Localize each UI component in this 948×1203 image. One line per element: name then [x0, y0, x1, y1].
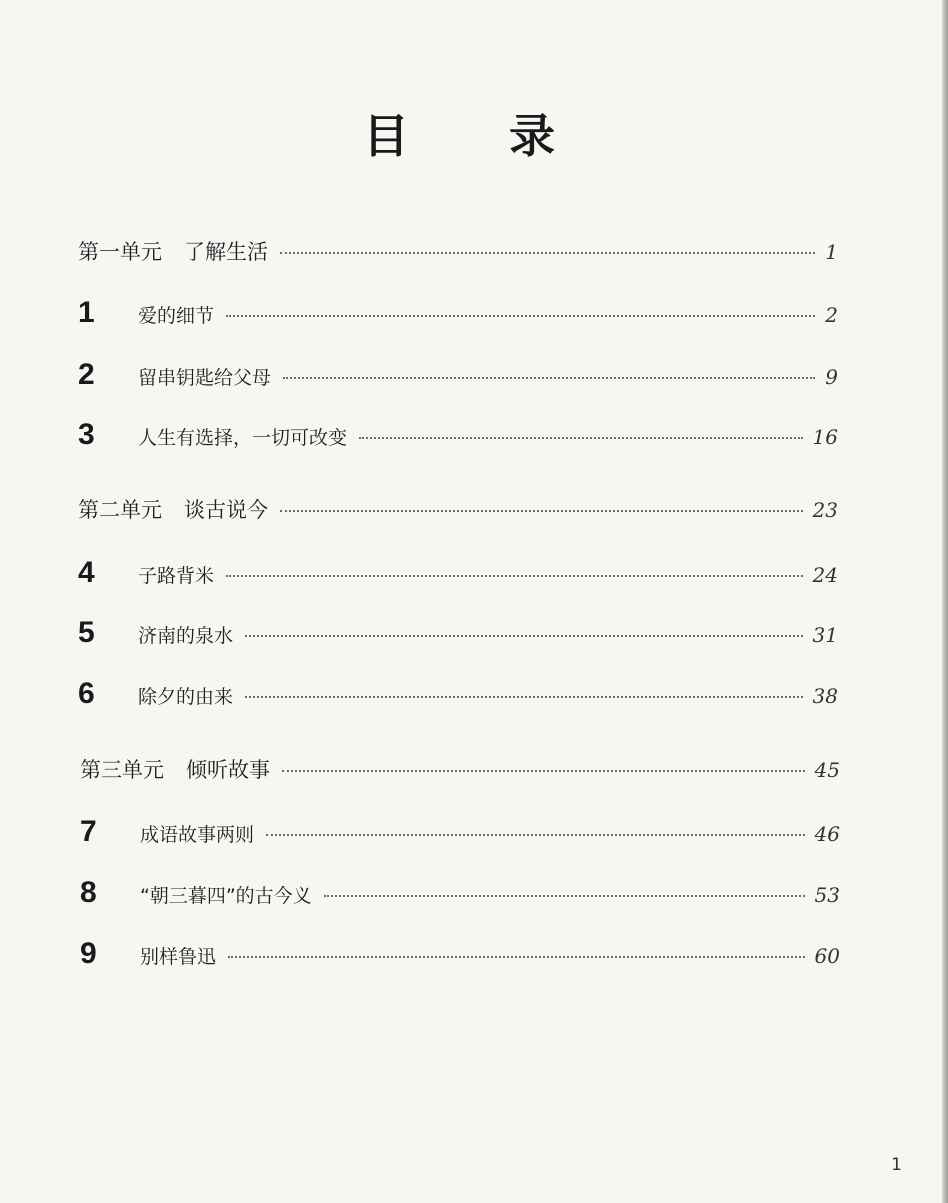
lesson-number: 9 — [80, 937, 97, 970]
page-number: 1 — [891, 1155, 902, 1175]
toc-lesson-9[interactable] — [80, 937, 840, 969]
toc-lesson-6[interactable] — [78, 677, 838, 709]
unit-label: 第二单元 — [78, 498, 162, 522]
toc-lesson-1[interactable] — [78, 296, 838, 328]
dot-leader — [266, 834, 805, 836]
unit-title: 谈古说今 — [184, 498, 268, 522]
lesson-number: 6 — [78, 677, 95, 710]
dot-leader — [280, 510, 803, 512]
unit-label: 第一单元 — [78, 240, 162, 264]
lesson-title: 别样鲁迅 — [140, 946, 217, 968]
page-ref: 1 — [825, 240, 838, 264]
lesson-number: 1 — [78, 296, 95, 329]
lesson-number: 5 — [78, 616, 95, 649]
toc-unit-3[interactable] — [80, 754, 840, 786]
dot-leader — [282, 770, 805, 772]
toc-lesson-8[interactable] — [80, 876, 840, 908]
lesson-number: 2 — [78, 358, 95, 391]
lesson-number: 7 — [80, 815, 97, 848]
lesson-title: 成语故事两则 — [140, 824, 255, 846]
page-ref: 23 — [812, 498, 838, 522]
lesson-title: 除夕的由来 — [138, 686, 234, 708]
lesson-title: “朝三暮四”的古今义 — [140, 885, 312, 907]
toc-unit-2[interactable] — [78, 494, 838, 526]
toc-lesson-4[interactable] — [78, 556, 838, 588]
page-ref: 9 — [825, 365, 838, 389]
page-ref: 60 — [814, 944, 840, 968]
toc-lesson-3[interactable] — [78, 418, 838, 450]
dot-leader — [226, 575, 803, 577]
dot-leader — [245, 635, 803, 637]
page-title: 目 录 — [362, 109, 597, 163]
dot-leader — [228, 956, 805, 958]
page-edge — [942, 0, 948, 1203]
unit-title: 了解生活 — [184, 240, 268, 264]
page-ref: 45 — [814, 758, 840, 782]
page-ref: 16 — [812, 425, 838, 449]
lesson-title: 子路背米 — [138, 565, 215, 587]
lesson-number: 3 — [78, 418, 95, 451]
toc-lesson-2[interactable] — [78, 358, 838, 390]
lesson-title: 人生有选择，一切可改变 — [138, 427, 348, 449]
dot-leader — [226, 315, 815, 317]
page-ref: 31 — [812, 623, 838, 647]
lesson-title: 留串钥匙给父母 — [138, 367, 272, 389]
lesson-title: 爱的细节 — [138, 305, 215, 327]
unit-label: 第三单元 — [80, 758, 164, 782]
dot-leader — [324, 895, 805, 897]
lesson-title: 济南的泉水 — [138, 625, 234, 647]
page-ref: 24 — [812, 563, 838, 587]
page-ref: 46 — [814, 822, 840, 846]
page-ref: 53 — [814, 883, 840, 907]
page-ref: 2 — [825, 303, 838, 327]
dot-leader — [283, 377, 815, 379]
dot-leader — [280, 252, 815, 254]
lesson-number: 4 — [78, 556, 95, 589]
toc-lesson-5[interactable] — [78, 616, 838, 648]
lesson-number: 8 — [80, 876, 97, 909]
page-ref: 38 — [812, 684, 838, 708]
toc-lesson-7[interactable] — [80, 815, 840, 847]
dot-leader — [245, 696, 803, 698]
dot-leader — [359, 437, 803, 439]
unit-title: 倾听故事 — [186, 758, 270, 782]
toc-unit-1[interactable] — [78, 236, 838, 268]
